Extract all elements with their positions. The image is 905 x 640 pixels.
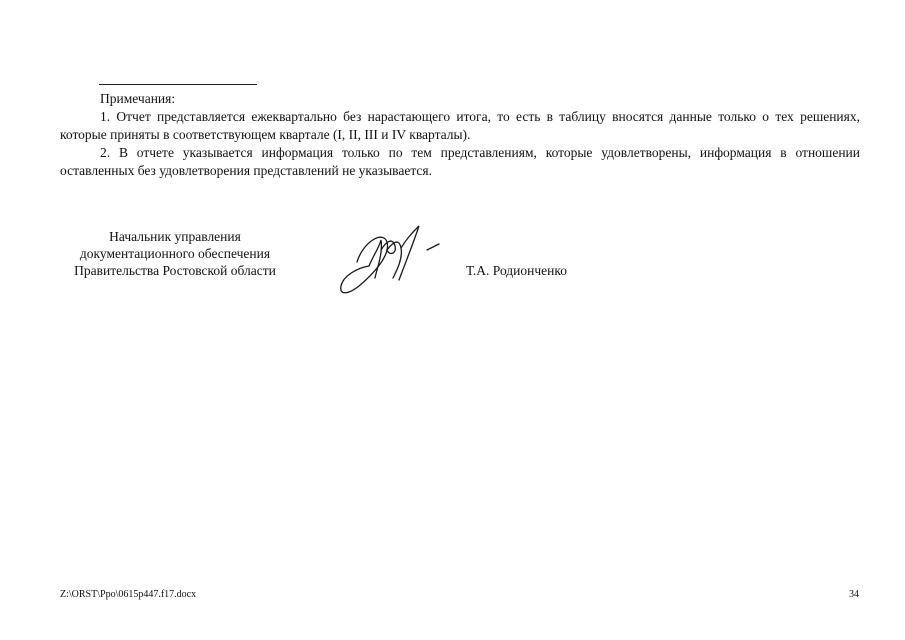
position-line: Начальник управления bbox=[109, 229, 241, 244]
notes-section bbox=[60, 90, 860, 180]
position-line: документационного обеспечения bbox=[79, 246, 271, 261]
footnote-separator bbox=[99, 84, 257, 85]
page-number: 34 bbox=[849, 589, 859, 600]
note-item: 1. Отчет представляется ежеквартально без нарастающего итога, то есть в таблицу вносятся данные только о тех решениях, которые приняты в соответствующем квартале (I, II, III и IV кварталы). bbox=[60, 109, 860, 142]
signatory-name: Т.А. Родионченко bbox=[466, 263, 567, 278]
signatory-position bbox=[55, 228, 295, 279]
handwritten-signature bbox=[335, 220, 445, 300]
notes-heading: Примечания: bbox=[100, 91, 176, 106]
note-item: 2. В отчете указывается информация только по тем представлениям, которые удовлетворены, информация в отношении оставленных без удовлетворения представлений не указывается. bbox=[60, 145, 860, 178]
position-line: Правительства Ростовской области bbox=[74, 263, 276, 278]
footer-file-path: Z:\ORST\Ppo\0615p447.f17.docx bbox=[60, 589, 197, 600]
